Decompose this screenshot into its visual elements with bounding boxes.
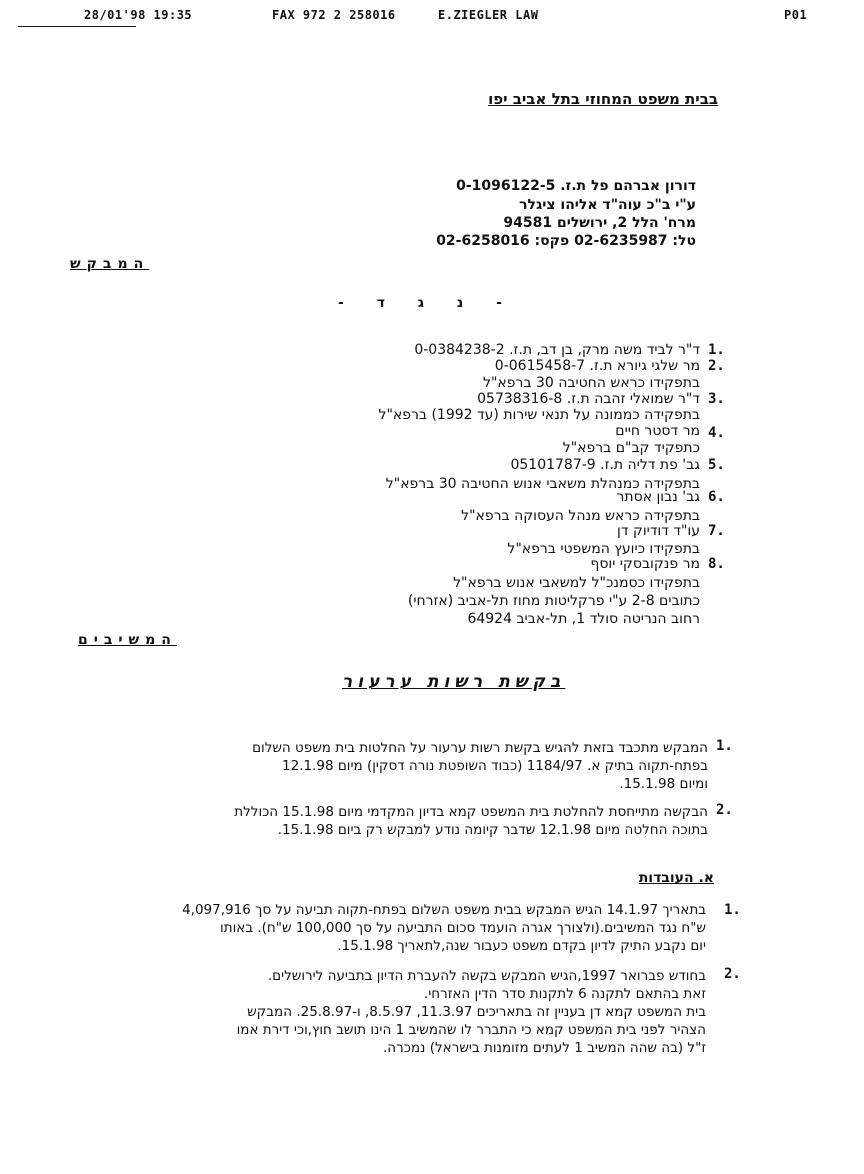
- respondent-number: 4.: [708, 425, 725, 441]
- respondent-number: 7.: [708, 523, 725, 539]
- paragraph-line: הבקשה מתייחסת להחלטת בית המשפט קמא בדיון המקדמי מיום 15.1.98 הכוללת: [234, 804, 708, 820]
- requester-line: טל: 02-6235987 פקס: 02-6258016: [436, 233, 696, 249]
- respondent-line: בתפקידה כראש מנהל העסוקה ברפא"ל: [461, 508, 700, 524]
- respondent-number: 1.: [708, 342, 725, 358]
- paragraph-number: 1.: [716, 738, 733, 754]
- respondent-line: בתפקידה כממונה על תנאי שירות (עד 1992) ברפא"ל: [378, 407, 700, 423]
- paragraph-line: בחודש פברואר 1997,הגיש המבקש בקשה להעברת הדיון בתביעה לירושלים.: [267, 968, 706, 984]
- court-name: בבית משפט המחוזי בתל אביב יפו: [488, 90, 718, 108]
- paragraph-number: 2.: [724, 966, 741, 982]
- respondent-line: כתפקיד קב"ם ברפא"ל: [562, 440, 700, 456]
- respondent-line: ד"ר שמואלי זהבה ת.ז. 05738316-8: [477, 391, 700, 407]
- requester-label: המבקש: [70, 256, 150, 272]
- paragraph-line: יום נקבע התיק לדיון בקדם משפט כעבור שנה,לתאריך 15.1.98.: [337, 938, 706, 954]
- paragraph-number: 2.: [716, 802, 733, 818]
- paragraph-line: ש"ח נגד המשיבים.(ולצורך אגרה הועמד סכום התביעה על סך 100,000 ש"ח). באותו: [220, 920, 706, 936]
- paragraph-line: בית המשפט קמא דן בעניין זה בתאריכים 11.3.97, 8.5.97, ו-25.8.97. המבקש: [247, 1004, 706, 1020]
- paragraph-line: בפתח-תקוה בתיק א. 1184/97 (כבוד השופטת נורה דסקין) מיום 12.1.98: [282, 758, 708, 774]
- fax-datetime: 28/01'98 19:35: [84, 8, 193, 22]
- versus-label: - נ ג ד -: [338, 295, 516, 311]
- respondent-line: עו"ד דודיוק דן: [617, 523, 700, 539]
- requester-line: מרח' הלל 2, ירושלים 94581: [503, 215, 696, 231]
- paragraph-line: המבקש מתכבד בזאת להגיש בקשת רשות ערעור על החלטות בית משפט השלום: [252, 740, 708, 756]
- respondent-line: בתפקידו כראש החטיבה 30 ברפא"ל: [482, 375, 700, 391]
- respondent-line: גב' פת דליה ת.ז. 05101787-9: [510, 457, 700, 473]
- paragraph-number: 1.: [724, 902, 741, 918]
- paragraph-line: זאת בהתאם לתקנה 6 לתקנות סדר הדין האזרחי.: [423, 986, 706, 1002]
- respondent-line: בתפקידה כמנהלת משאבי אנוש החטיבה 30 ברפא"ל: [385, 476, 700, 492]
- requester-line: ע"י ב"כ עוה"ד אליהו ציגלר: [519, 197, 696, 213]
- motion-title: בקשת רשות ערעור: [342, 672, 566, 692]
- respondent-line: בתפקידו כסמנכ"ל למשאבי אנוש ברפא"ל: [453, 575, 700, 591]
- paragraph-line: הצהיר לפני בית המשפט קמא כי התברר לו שהמשיב 1 הינו תושב חוץ,וכי דירת אמו: [236, 1022, 706, 1038]
- respondent-number: 5.: [708, 457, 725, 473]
- section-a-title: א. העובדות: [638, 870, 714, 886]
- respondent-line: מר דסטר חיים: [615, 423, 700, 439]
- paragraph-line: בתוכה החלטה מיום 12.1.98 שדבר קיומה נודע למבקש רק ביום 15.1.98.: [277, 822, 708, 838]
- respondents-label: המשיבים: [78, 632, 177, 648]
- respondent-line: מר שלגי גיורא ת.ז. 0-0615458-7: [494, 358, 700, 374]
- paragraph-line: בתאריך 14.1.97 הגיש המבקש בבית משפט השלום בפתח-תקוה תביעה על סך 4,097,916: [182, 902, 706, 918]
- fax-page-number: P01: [784, 8, 808, 22]
- respondent-number: 8.: [708, 556, 725, 572]
- respondent-line: גב' נבון אסתר: [616, 489, 700, 505]
- paragraph-line: ומיום 15.1.98.: [619, 776, 708, 792]
- fax-number: FAX 972 2 258016: [272, 8, 396, 22]
- requester-line: דורון אברהם פל ת.ז. 0-1096122-5: [456, 178, 696, 194]
- paragraph-line: ז"ל (בה שהה המשיב 1 לעתים מזומנות בישראל) נמכרה.: [383, 1040, 706, 1056]
- respondent-line: כתובים 2-8 ע"י פרקליטות מחוז תל-אביב (אזרחי): [407, 593, 700, 609]
- fax-sender: E.ZIEGLER LAW: [438, 8, 539, 22]
- respondent-line: ד"ר לביד משה מרק, בן דב, ת.ז. 0-0384238-2: [414, 342, 700, 358]
- respondent-number: 2.: [708, 358, 725, 374]
- respondent-line: מר פנקובסקי יוסף: [590, 556, 700, 572]
- respondent-line: בתפקידו כיועץ המשפטי ברפא"ל: [507, 541, 700, 557]
- respondent-line: רחוב הנריטה סולד 1, תל-אביב 64924: [467, 611, 700, 627]
- respondent-number: 3.: [708, 391, 725, 407]
- respondent-number: 6.: [708, 489, 725, 505]
- fax-header-rule: [18, 26, 136, 27]
